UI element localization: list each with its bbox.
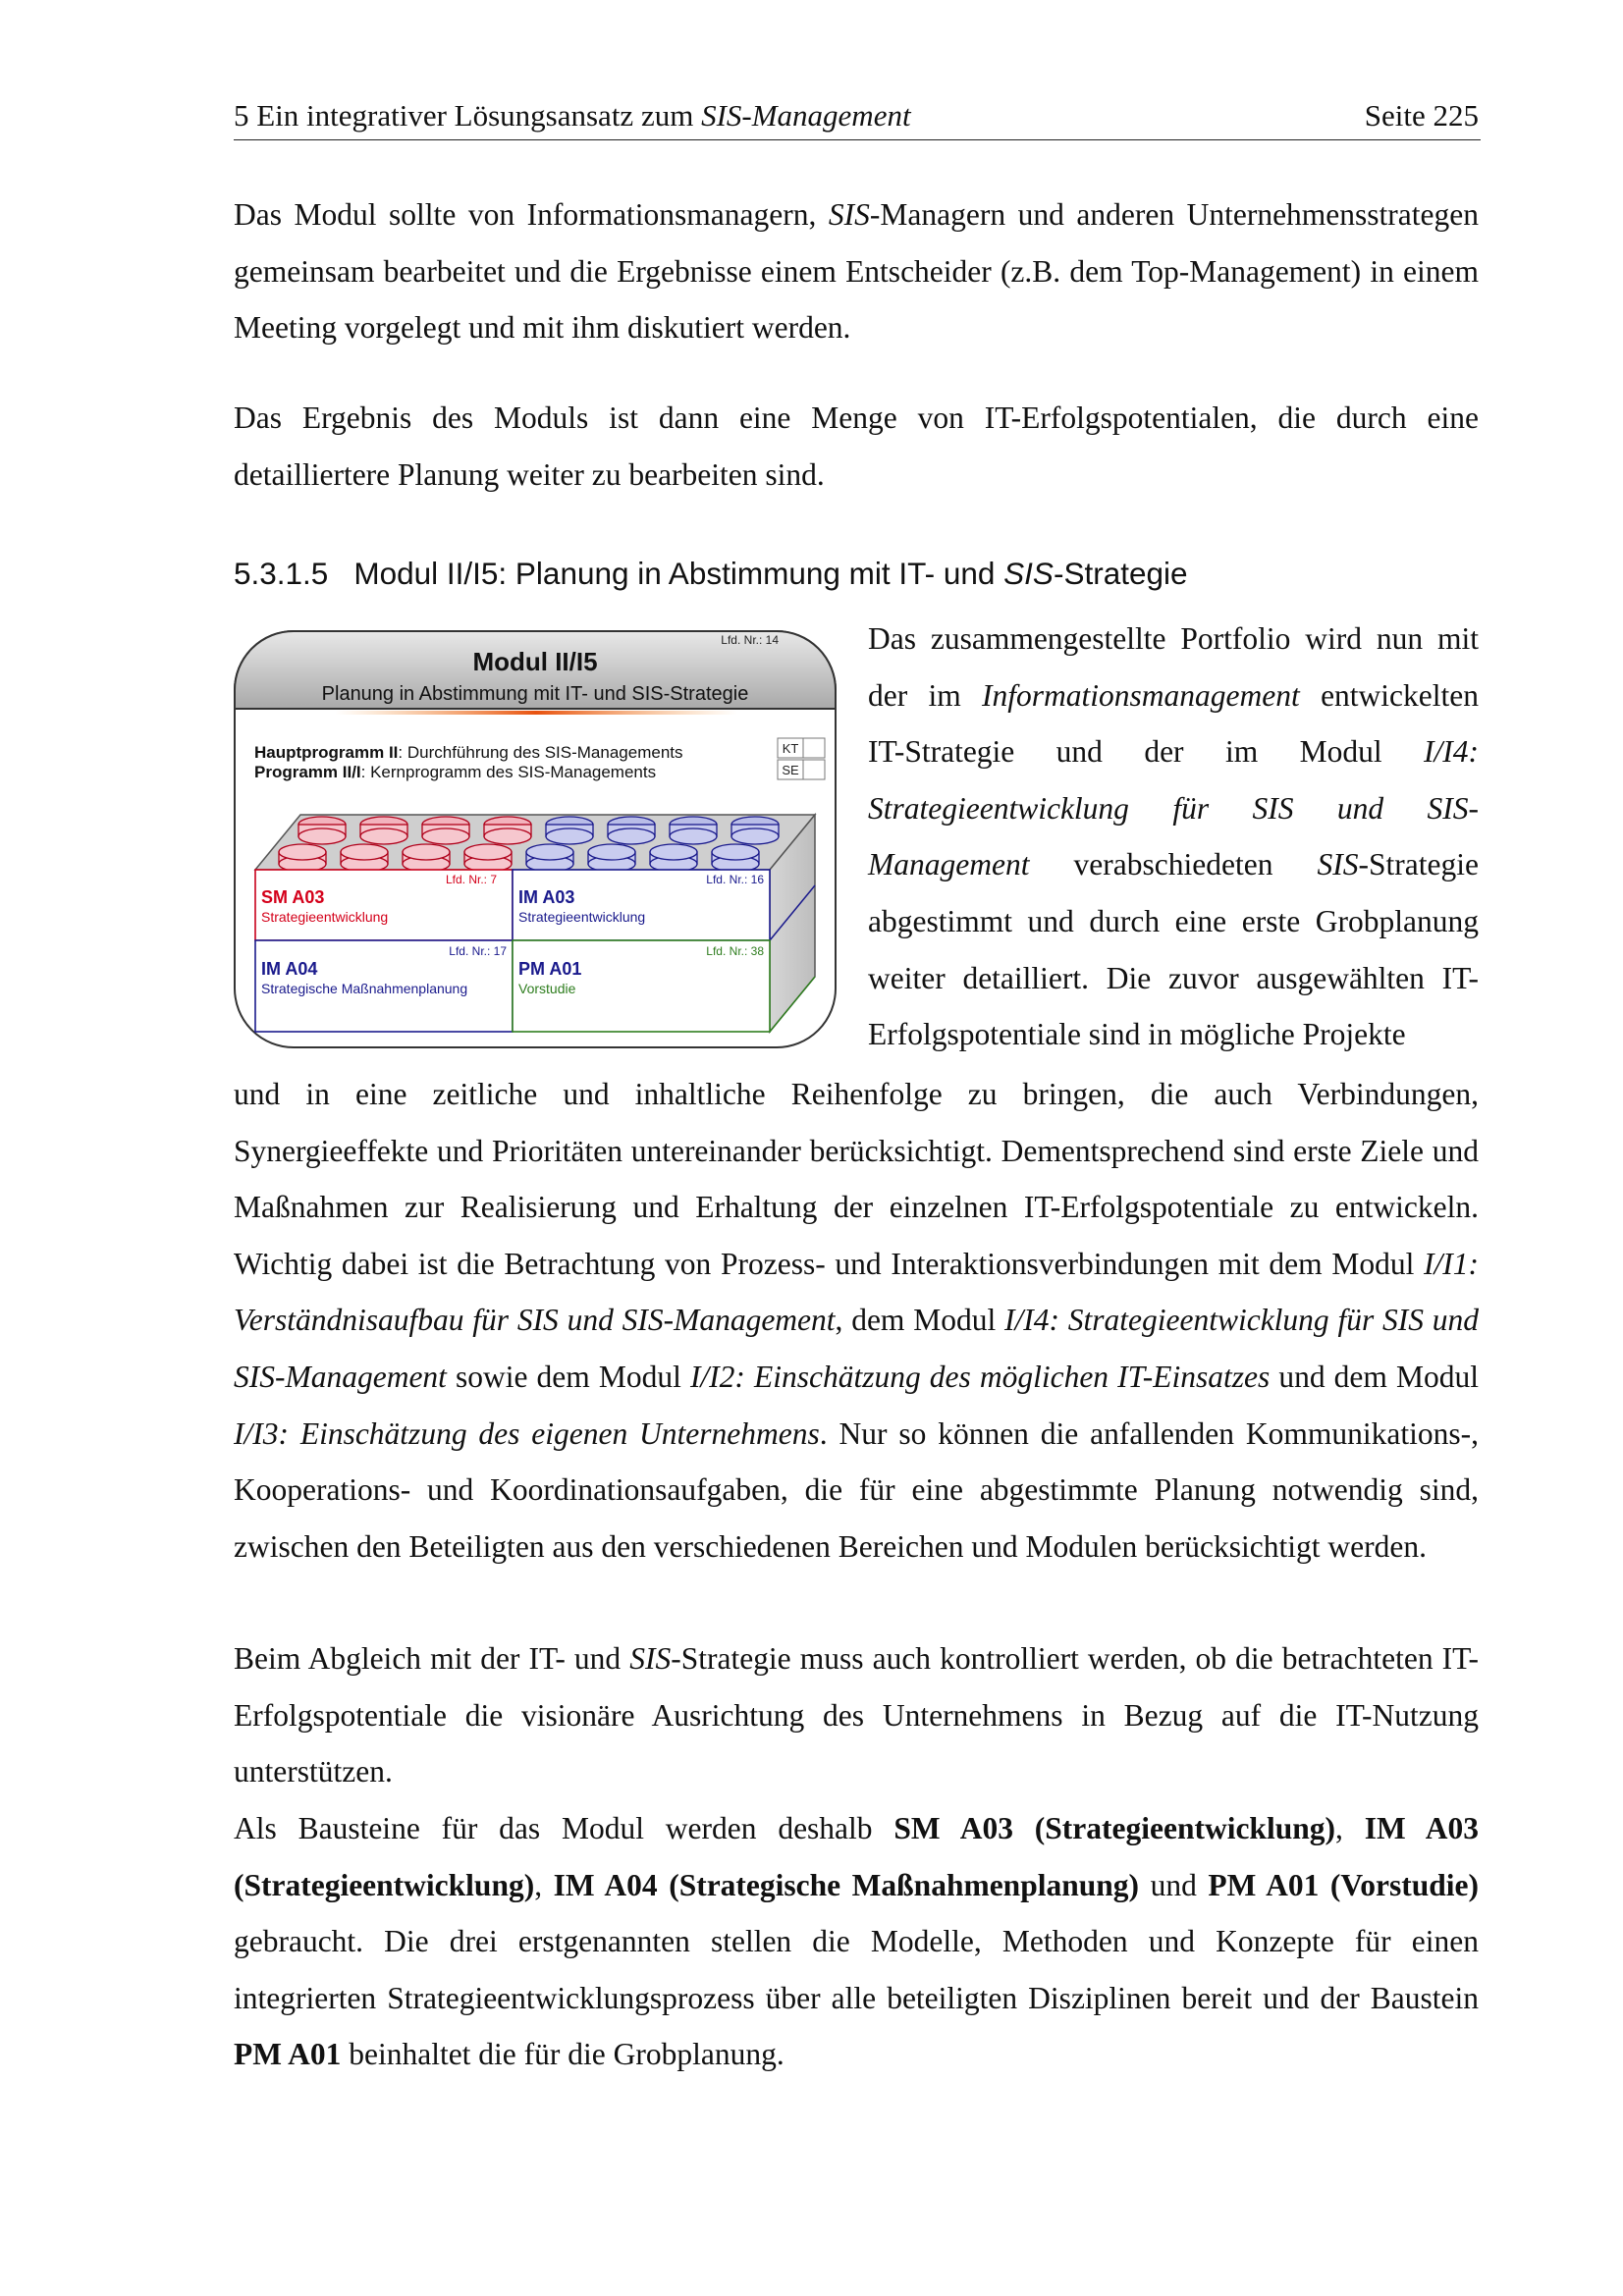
module-lfd-number: Lfd. Nr.: 14 (721, 633, 779, 647)
section-heading: 5.3.1.5 Modul II/I5: Planung in Abstimmung mit IT- und SIS-Strategie (234, 556, 1188, 591)
header-page-number: Seite 225 (1364, 98, 1479, 133)
pm-a01-name: Vorstudie (518, 981, 576, 996)
im-a04-lfd: Lfd. Nr.: 17 (449, 944, 507, 958)
paragraph-2: Das Ergebnis des Moduls ist dann eine Menge von IT-Erfolgspotentialen, die durch eine detailliertere Planung weiter zu bearbeiten sind. (234, 400, 1479, 492)
programm-line: Programm II/I: Kernprogramm des SIS-Managements (254, 763, 657, 781)
paragraph-3: und in eine zeitliche und inhaltliche Reihenfolge zu bringen, die auch Verbindungen, Synergieeffekte und Prioritäten untereinander berücksichtigt. Dementsprechend sind erste Ziele und Maßnahmen zur Realisierung und Erhaltung der einzelnen IT-Erfolgspotentiale zu entwickeln. Wichtig dabei ist die Betrachtung von Prozess- und Interaktionsverbindungen mit dem Modul I/I1: Verständnisaufbau für SIS und SIS-Management, dem Modul I/I4: Strategieentwicklung für SIS und SIS-Management sowie dem Modul I/I2: Einschätzung des möglichen IT-Einsatzes und dem Modul I/I3: Einschätzung des eigenen Unternehmens. Nur so können die anfallenden Kommunikations-, Kooperations- und Koordinationsaufgaben, die für eine abgestimmte Planung notwendig sind, zwischen den Beteiligten aus den verschiedenen Bereichen und Modulen berücksichtigt werden. (234, 1077, 1480, 1564)
im-a03-lfd: Lfd. Nr.: 16 (706, 873, 764, 886)
module-figure (232, 628, 839, 1052)
wrapped-paragraph: Das zusammengestellte Portfolio wird nun mit der im Informationsmanagement entwickelten IT-Strategie und der im Modul I/I4: Strategieentwicklung für SIS und SIS-Management verabschiedeten SIS-Strategie abgestimmt und durch eine erste Grobplanung weiter detailliert. Die zuvor ausgewählten IT-Erfolgspotentiale sind in mögliche Projekte (868, 621, 1479, 1052)
sm-a03-code: SM A03 (261, 887, 325, 907)
hauptprogramm-line: Hauptprogramm II: Durchführung des SIS-Managements (254, 743, 683, 762)
pm-a01-lfd: Lfd. Nr.: 38 (706, 944, 764, 958)
module-title: Modul II/I5 (472, 647, 598, 676)
pm-a01-code: PM A01 (518, 959, 582, 979)
module-title-underline (335, 711, 737, 715)
running-header (234, 94, 1481, 140)
im-a03-code: IM A03 (518, 887, 575, 907)
paragraph-5: Als Bausteine für das Modul werden deshalb SM A03 (Strategieentwicklung), IM A03 (Strategieentwicklung), IM A04 (Strategische Maßnahmenplanung) und PM A01 (Vorstudie) gebraucht. Die drei erstgenannten stellen die Modelle, Methoden und Konzepte für einen integrierten Strategieentwicklungsprozess über alle beteiligten Disziplinen bereit und der Baustein PM A01 beinhaltet die für die Grobplanung. (234, 1811, 1480, 2072)
kt-box-empty (803, 738, 825, 758)
se-label: SE (782, 763, 799, 777)
im-a04-name: Strategische Maßnahmenplanung (261, 981, 468, 996)
sm-a03-lfd: Lfd. Nr.: 7 (445, 873, 497, 886)
se-box-empty (803, 760, 825, 779)
im-a03-name: Strategieentwicklung (518, 909, 646, 925)
kt-label: KT (782, 741, 799, 756)
sm-a03-name: Strategieentwicklung (261, 909, 389, 925)
im-a04-code: IM A04 (261, 959, 318, 979)
paragraph-1: Das Modul sollte von Informationsmanagern, SIS-Managern und anderen Unternehmensstrategen gemeinsam bearbeitet und die Ergebnisse einem Entscheider (z.B. dem Top-Management) in einem Meeting vorgelegt und mit ihm diskutiert werden. (234, 197, 1479, 346)
module-subtitle: Planung in Abstimmung mit IT- und SIS-Strategie (321, 683, 749, 705)
paragraph-4: Beim Abgleich mit der IT- und SIS-Strategie muss auch kontrolliert werden, ob die betrachteten IT-Erfolgspotentiale die visionäre Ausrichtung des Unternehmens in Bezug auf die IT-Nutzung unterstützen. (234, 1641, 1479, 1789)
header-chapter-title: 5 Ein integrativer Lösungsansatz zum SIS-Management (234, 98, 911, 133)
